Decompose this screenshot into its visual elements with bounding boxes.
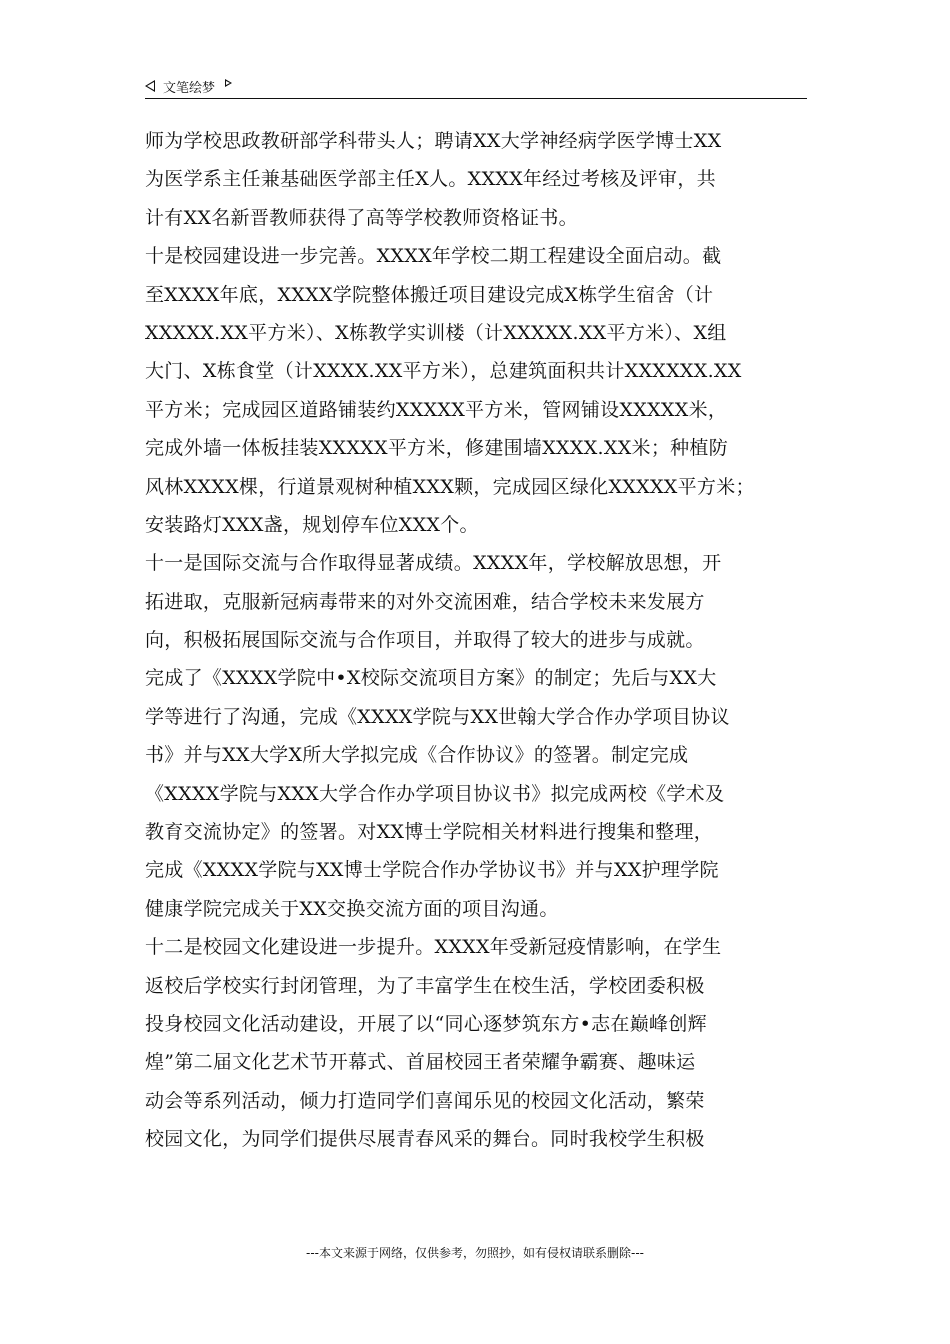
text-line: 完成了《XXXX学院中•X校际交流项目方案》的制定；先后与XX大 xyxy=(145,667,717,690)
text-line: 煌”第二届文化艺术节开幕式、首届校园王者荣耀争霸赛、趣味运 xyxy=(145,1051,696,1074)
text-line: 十二是校园文化建设进一步提升。XXXX年受新冠疫情影响，在学生 xyxy=(145,936,722,959)
page-header xyxy=(145,74,807,98)
page-footer-disclaimer: ---本文来源于网络，仅供参考，勿照抄，如有侵权请联系删除--- xyxy=(306,1246,644,1260)
text-line: 十一是国际交流与合作取得显著成绩。XXXX年，学校解放思想，开 xyxy=(145,552,722,575)
text-line: 书》并与XX大学X所大学拟完成《合作协议》的签署。制定完成 xyxy=(145,744,689,767)
text-line: 教育交流协定》的签署。对XX博士学院相关材料进行搜集和整理， xyxy=(145,821,714,844)
text-line: 平方米；完成园区道路铺装约XXXXX平方米，管网铺设XXXXX米， xyxy=(145,398,728,421)
text-line: 安装路灯XXX盏，规划停车位XXX个。 xyxy=(145,513,479,536)
text-line: 《XXXX学院与XXX大学合作办学项目协议书》拟完成两校《学术及 xyxy=(145,782,725,805)
text-line: 完成外墙一体板挂装XXXXX平方米，修建围墙XXXX.XX米；种植防 xyxy=(145,437,729,460)
text-line: 为医学系主任兼基础医学部主任X人。XXXX年经过考核及评审，共 xyxy=(145,168,716,191)
triangle-right-icon xyxy=(225,79,232,87)
text-line: 拓进取，克服新冠病毒带来的对外交流困难，结合学校未来发展方 xyxy=(145,590,705,613)
text-line: 师为学校思政教研部学科带头人；聘请XX大学神经病学医学博士XX xyxy=(145,130,722,152)
text-line: 向，积极拓展国际交流与合作项目，并取得了较大的进步与成就。 xyxy=(145,629,705,652)
text-line: 健康学院完成关于XX交换交流方面的项目沟通。 xyxy=(145,897,559,920)
text-line: 学等进行了沟通，完成《XXXX学院与XX世翰大学合作办学项目协议 xyxy=(145,705,730,728)
text-line: 十是校园建设进一步完善。XXXX年学校二期工程建设全面启动。截 xyxy=(145,245,722,268)
header-divider xyxy=(145,98,807,99)
text-line: 校园文化，为同学们提供尽展青春风采的舞台。同时我校学生积极 xyxy=(145,1128,705,1151)
text-line: 计有XX名新晋教师获得了高等学校教师资格证书。 xyxy=(145,206,578,229)
text-line: 动会等系列活动，倾力打造同学们喜闻乐见的校园文化活动，繁荣 xyxy=(145,1089,705,1112)
text-line: XXXXX.XX平方米）、X栋教学实训楼（计XXXXX.XX平方米）、X组 xyxy=(145,321,727,344)
text-line: 大门、X栋食堂（计XXXX.XX平方米），总建筑面积共计XXXXXX.XX xyxy=(145,360,742,383)
text-line: 风林XXXX棵，行道景观树种植XXX颗，完成园区绿化XXXXX平方米； xyxy=(145,475,755,498)
header-title: 文笔绘梦 xyxy=(163,80,216,96)
text-line: 完成《XXXX学院与XX博士学院合作办学协议书》并与XX护理学院 xyxy=(145,859,719,882)
text-line: 投身校园文化活动建设，开展了以“同心逐梦筑东方•志在巅峰创辉 xyxy=(145,1012,707,1035)
triangle-left-icon xyxy=(145,80,155,92)
body-text xyxy=(145,122,809,1159)
text-line: 至XXXX年底，XXXX学院整体搬迁项目建设完成X栋学生宿舍（计 xyxy=(145,283,714,306)
text-line: 返校后学校实行封闭管理，为了丰富学生在校生活，学校团委积极 xyxy=(145,974,705,997)
